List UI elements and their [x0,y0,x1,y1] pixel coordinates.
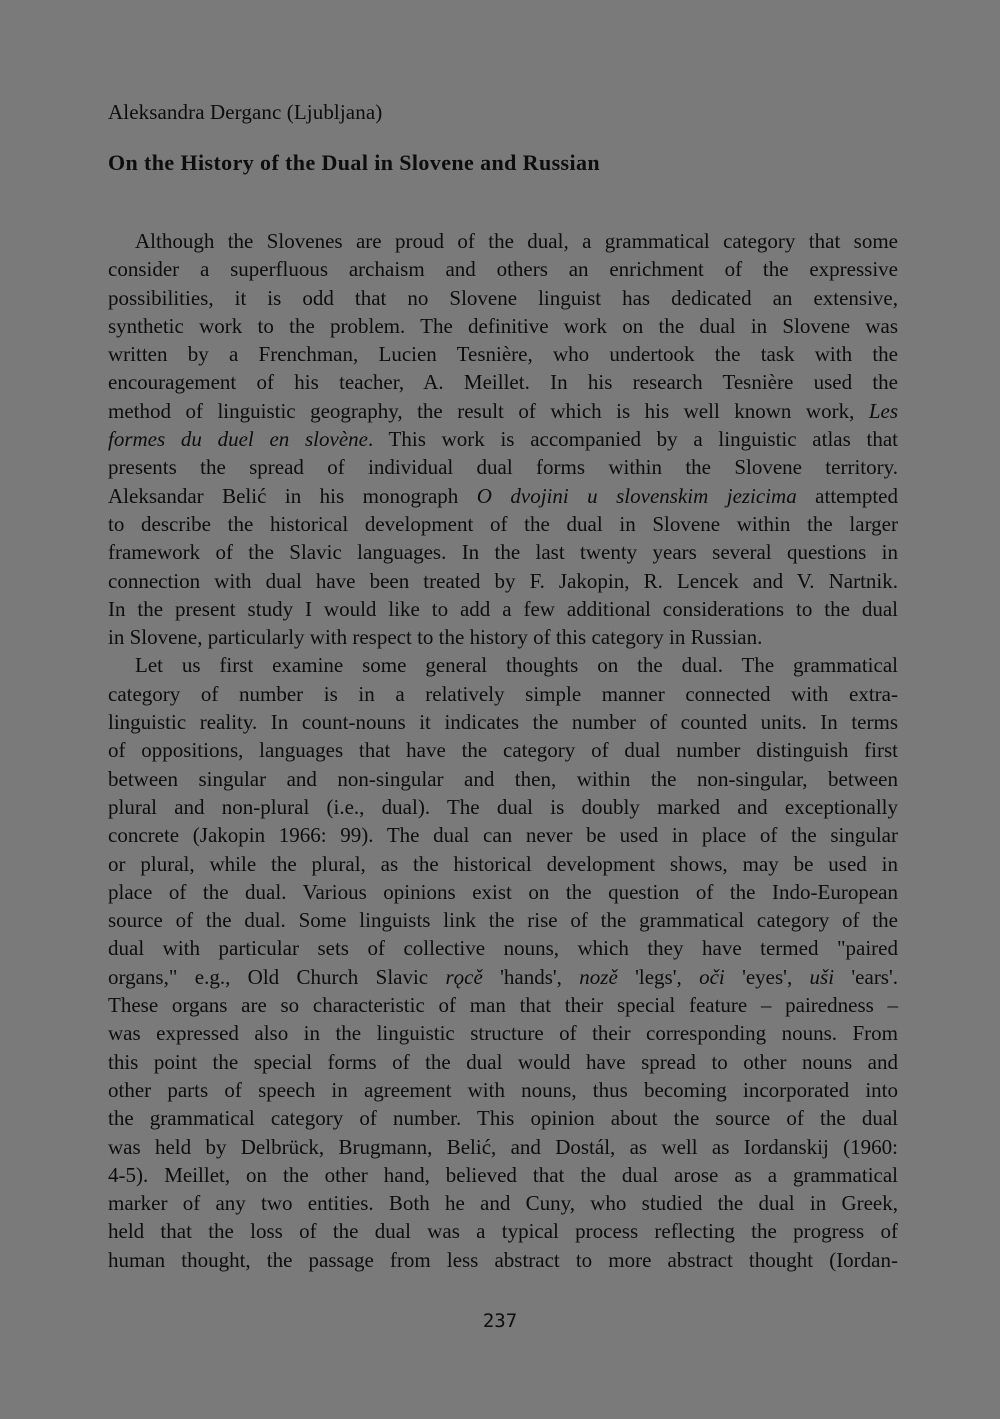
body-line: Let us first examine some general thoughts on the dual. The grammatical [135,653,898,678]
body-line: Aleksandar Belić in his monograph O dvojini u slovenskim jezicima attempted [108,483,898,508]
body-line: presents the spread of individual dual forms within the Slovene territory. [108,455,898,480]
body-line: In the present study I would like to add a few additional considerations to the dual [108,596,898,621]
body-line: consider a superfluous archaism and others an enrichment of the expressive [108,257,898,282]
body-text [108,227,898,1274]
body-line: These organs are so characteristic of man that their special feature – pairedness – [108,993,898,1018]
body-line: synthetic work to the problem. The definitive work on the dual in Slovene was [108,313,898,338]
body-line: encouragement of his teacher, A. Meillet. In his research Tesnière used the [108,370,898,395]
body-line: this point the special forms of the dual would have spread to other nouns and [108,1049,898,1074]
body-line: of oppositions, languages that have the category of dual number distinguish first [108,738,898,763]
body-line: marker of any two entities. Both he and Cuny, who studied the dual in Greek, [108,1191,898,1216]
body-line: the grammatical category of number. This opinion about the source of the dual [108,1106,898,1131]
body-line: 4-5). Meillet, on the other hand, believed that the dual arose as a grammatical [108,1162,898,1187]
body-line: linguistic reality. In count-nouns it indicates the number of counted units. In terms [108,710,898,735]
body-line: other parts of speech in agreement with nouns, thus becoming incorporated into [108,1077,898,1102]
body-line: category of number is in a relatively simple manner connected with extra- [108,681,898,706]
page-number: 237 [482,1310,518,1332]
body-line: to describe the historical development of the dual in Slovene within the larger [108,511,898,536]
body-line: was expressed also in the linguistic structure of their corresponding nouns. From [108,1021,898,1046]
body-line: written by a Frenchman, Lucien Tesnière, who undertook the task with the [108,342,898,367]
body-line: method of linguistic geography, the result of which is his well known work, Les [108,398,898,423]
body-line: held that the loss of the dual was a typical process reflecting the progress of [108,1219,898,1244]
article-title: On the History of the Dual in Slovene and Russian [108,150,601,175]
body-line: human thought, the passage from less abstract to more abstract thought (Iordan- [108,1247,898,1272]
body-line: or plural, while the plural, as the historical development shows, may be used in [108,851,898,876]
body-line: place of the dual. Various opinions exist on the question of the Indo-European [108,879,898,904]
body-line: between singular and non-singular and then, within the non-singular, between [108,766,898,791]
body-line: connection with dual have been treated by F. Jakopin, R. Lencek and V. Nartnik. [108,568,898,593]
body-line: plural and non-plural (i.e., dual). The dual is doubly marked and exceptionally [108,794,898,819]
body-line: possibilities, it is odd that no Slovene linguist has dedicated an extensive, [108,285,898,310]
body-line: framework of the Slavic languages. In the last twenty years several questions in [108,540,898,565]
body-line: source of the dual. Some linguists link the rise of the grammatical category of the [108,908,898,933]
body-line: formes du duel en slovène. This work is accompanied by a linguistic atlas that [108,427,898,452]
body-line: concrete (Jakopin 1966: 99). The dual can never be used in place of the singular [108,823,898,848]
body-line: organs," e.g., Old Church Slavic rǫcě 'hands', nozě 'legs', oči 'eyes', uši 'ears'. [108,964,899,989]
body-line: dual with particular sets of collective nouns, which they have termed "paired [108,936,898,961]
body-line: was held by Delbrück, Brugmann, Belić, and Dostál, as well as Iordanskij (1960: [108,1134,898,1159]
body-line: Although the Slovenes are proud of the dual, a grammatical category that some [135,229,898,253]
author-line: Aleksandra Derganc (Ljubljana) [108,100,383,124]
body-line: in Slovene, particularly with respect to the history of this category in Russian. [108,625,763,650]
